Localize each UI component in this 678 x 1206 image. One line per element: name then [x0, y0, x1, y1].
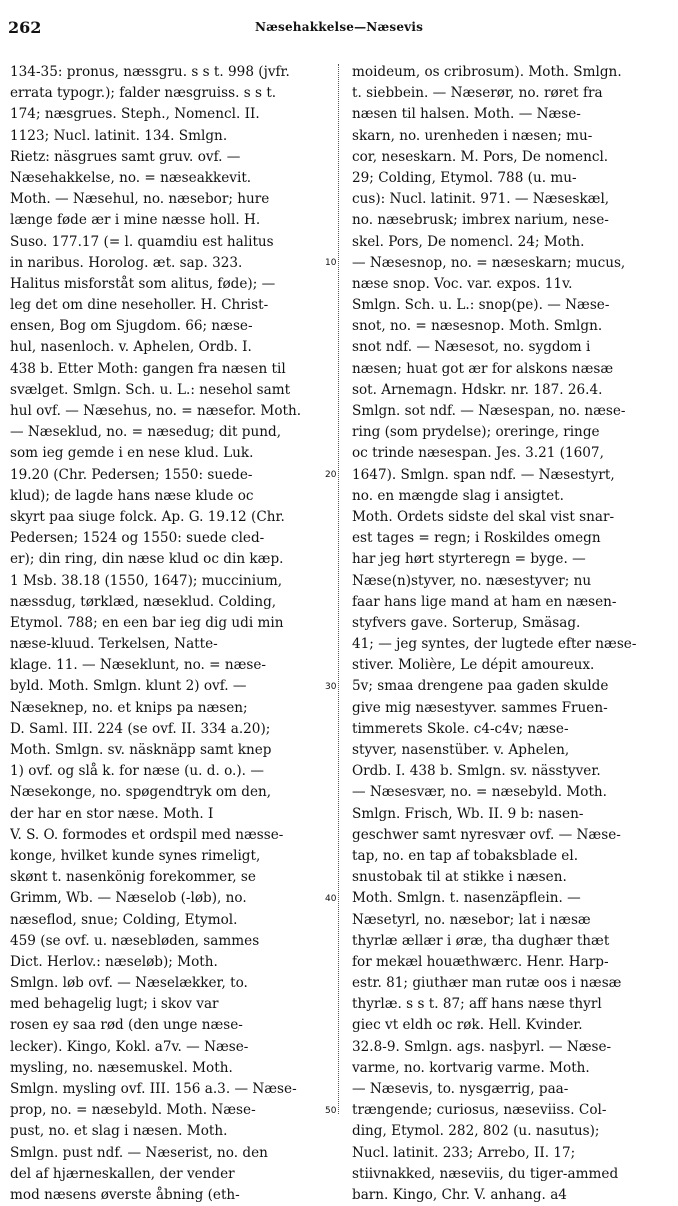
text-line: Nucl. latinit. 233; Arrebo, II. 17;: [352, 1144, 576, 1161]
text-line: Rietz: näsgrues samt gruv. ovf. —: [10, 148, 241, 165]
text-line: estr. 81; giuthær man rutæ oos i næsæ: [352, 975, 622, 992]
text-line: 32.8-9. Smlgn. ags. nasþyrl. — Næse-: [352, 1038, 612, 1055]
text-line: — Næsevis, to. nysgærrig, paa-: [352, 1081, 569, 1097]
text-line: snot ndf. — Næsesot, no. sygdom i: [352, 339, 591, 356]
text-line: V. S. O. formodes et ordspil med næsse-: [10, 826, 284, 843]
text-line: Smlgn. Frisch, Wb. II. 9 b: nasen-: [352, 805, 584, 822]
text-line: Smlgn. løb ovf. — Næselækker, to.: [10, 975, 248, 992]
text-line: Næsetyrl, no. næsebor; lat i næsæ: [352, 911, 591, 928]
text-line: længe føde ær i mine næsse holl. H.: [10, 212, 261, 229]
text-line: Grimm, Wb. — Næselob (-løb), no.: [10, 890, 247, 907]
text-line: Smlgn. pust ndf. — Næserist, no. den: [10, 1144, 268, 1161]
text-line: Suso. 177.17 (= l. quamdiu est halitus: [10, 233, 274, 250]
text-line: lecker). Kingo, Kokl. a7v. — Næse-: [10, 1038, 249, 1055]
text-line: for mekæl houæthwærc. Henr. Harp-: [352, 953, 609, 970]
text-line: — Næseklud, no. = næsedug; dit pund,: [10, 424, 282, 441]
text-line: skønt t. nasenkönig forekommer, se: [10, 869, 256, 886]
text-line: Dict. Herlov.: næseløb); Moth.: [10, 953, 218, 970]
text-line: leg det om dine neseholler. H. Christ-: [10, 297, 269, 314]
text-line: Smlgn. sot ndf. — Næsespan, no. næse-: [352, 403, 626, 419]
text-line: t. siebbein. — Næserør, no. røret fra: [352, 85, 603, 102]
text-line: næsen til halsen. Moth. — Næse-: [352, 106, 581, 123]
text-line: byld. Moth. Smlgn. klunt 2) ovf. —: [10, 678, 247, 695]
text-line: geschwer samt nyresvær ovf. — Næse-: [352, 826, 621, 843]
text-line: Næseknep, no. et knips pa næsen;: [10, 699, 248, 716]
text-line: Moth. — Næsehul, no. næsebor; hure: [10, 191, 270, 208]
text-line: giec vt eldh oc røk. Hell. Kvinder.: [352, 1017, 583, 1034]
text-line: Smlgn. mysling ovf. III. 156 a.3. — Næse-: [10, 1081, 297, 1097]
text-line: stiver. Molière, Le dépit amoureux.: [352, 657, 595, 674]
text-line: styver, nasenstüber. v. Aphelen,: [352, 742, 570, 758]
text-line: del af hjærneskallen, der vender: [10, 1165, 235, 1182]
page-header: [0, 18, 678, 40]
text-line: in naribus. Horolog. æt. sap. 323.: [10, 254, 243, 271]
text-line: 1123; Nucl. latinit. 134. Smlgn.: [10, 127, 228, 144]
line-number: 50: [325, 1105, 337, 1116]
text-line: ring (som prydelse); oreringe, ringe: [352, 424, 600, 441]
text-line: Moth. Ordets sidste del skal vist snar-: [352, 508, 615, 525]
text-line: stiivnakked, næseviis, du tiger-ammed: [352, 1165, 619, 1182]
text-line: 41; — jeg syntes, der lugtede efter næse-: [352, 636, 637, 653]
text-line: 174; næsgrues. Steph., Nomencl. II.: [10, 106, 260, 123]
left-column: [10, 62, 326, 1206]
text-line: rosen ey saa rød (den unge næse-: [10, 1017, 243, 1034]
text-line: mod næsens øverste åbning (eth-: [10, 1186, 240, 1203]
text-line: — Næsesvær, no. = næsebyld. Moth.: [352, 784, 608, 801]
column-divider: [338, 64, 339, 1114]
text-line: oc trinde næsespan. Jes. 3.21 (1607,: [352, 445, 604, 462]
text-line: cus): Nucl. latinit. 971. — Næseskæl,: [352, 191, 610, 208]
text-line: har jeg hørt styrteregn = byge. —: [352, 551, 586, 568]
text-line: cor, neseskarn. M. Pors, De nomencl.: [352, 148, 609, 165]
text-line: Pedersen; 1524 og 1550: suede cled-: [10, 530, 265, 547]
text-line: 5v; smaa drengene paa gaden skulde: [352, 678, 609, 695]
text-line: prop, no. = næsebyld. Moth. Næse-: [10, 1102, 256, 1119]
text-line: — Næsesnop, no. = næseskarn; mucus,: [352, 254, 626, 271]
text-line: snot, no. = næsesnop. Moth. Smlgn.: [352, 318, 603, 335]
text-line: svælget. Smlgn. Sch. u. L.: nesehol samt: [10, 381, 291, 398]
text-line: 134-35: pronus, næssgru. s s t. 998 (jvfr.: [10, 64, 290, 80]
text-line: thyrlæ. s s t. 87; aff hans næse thyrl: [352, 996, 602, 1013]
text-line: klud); de lagde hans næse klude oc: [10, 487, 254, 504]
text-line: Ordb. I. 438 b. Smlgn. sv. nässtyver.: [352, 763, 601, 780]
text-line: er); din ring, din næse klud oc din kæp.: [10, 551, 284, 568]
text-line: næse-kluud. Terkelsen, Natte-: [10, 636, 218, 653]
text-line: Næse(n)styver, no. næsestyver; nu: [352, 572, 592, 589]
text-line: pust, no. et slag i næsen. Moth.: [10, 1123, 228, 1140]
text-line: 1647). Smlgn. span ndf. — Næsestyrt,: [352, 466, 615, 483]
text-line: skel. Pors, De nomencl. 24; Moth.: [352, 233, 585, 250]
text-line: næseflod, snue; Colding, Etymol.: [10, 911, 238, 928]
text-line: Næsehakkelse, no. = næseakkevit.: [10, 169, 252, 186]
text-line: klage. 11. — Næseklunt, no. = næse-: [10, 657, 267, 674]
text-line: der har en stor næse. Moth. I: [10, 805, 214, 822]
text-line: Moth. Smlgn. t. nasenzäpflein. —: [352, 890, 581, 907]
line-number: 20: [325, 469, 337, 480]
text-line: 29; Colding, Etymol. 788 (u. mu-: [352, 169, 577, 186]
text-line: faar hans lige mand at ham en næsen-: [352, 593, 617, 610]
text-line: hul ovf. — Næsehus, no. = næsefor. Moth.: [10, 403, 302, 419]
text-line: Næsekonge, no. spøgendtryk om den,: [10, 784, 272, 801]
text-line: næssdug, tørklæd, næseklud. Colding,: [10, 593, 277, 610]
text-line: errata typogr.); falder næsgruiss. s s t.: [10, 85, 277, 102]
text-line: Etymol. 788; en een bar ieg dig udi min: [10, 614, 284, 631]
line-number: 10: [325, 257, 337, 268]
text-line: timmerets Skole. c4-c4v; næse-: [352, 720, 569, 737]
line-number: 30: [325, 681, 337, 692]
text-line: give mig næsestyver. sammes Fruen-: [352, 699, 608, 716]
text-line: næse snop. Voc. var. expos. 11v.: [352, 275, 573, 292]
text-line: 459 (se ovf. u. næsebløden, sammes: [10, 932, 260, 949]
running-title: Næsehakkelse—Næsevis: [254, 20, 424, 34]
text-line: styfvers gave. Sorterup, Smäsag.: [352, 614, 581, 631]
text-line: snustobak til at stikke i næsen.: [352, 869, 567, 886]
text-line: sot. Arnemagn. Hdskr. nr. 187. 26.4.: [352, 381, 603, 398]
text-line: Moth. Smlgn. sv. näsknäpp samt knep: [10, 742, 272, 758]
text-line: mysling, no. næsemuskel. Moth.: [10, 1059, 233, 1076]
text-line: konge, hvilket kunde synes rimeligt,: [10, 847, 261, 864]
text-line: trængende; curiosus, næseviiss. Col-: [352, 1102, 607, 1119]
text-line: ensen, Bog om Sjugdom. 66; næse-: [10, 318, 253, 335]
text-line: D. Saml. III. 224 (se ovf. II. 334 a.20);: [10, 720, 271, 737]
text-line: næsen; huat got ær for alskons næsæ: [352, 360, 614, 377]
text-line: ding, Etymol. 282, 802 (u. nasutus);: [352, 1123, 600, 1140]
text-line: som ieg gemde i en nese klud. Luk.: [10, 445, 254, 462]
text-line: med behagelig lugt; i skov var: [10, 996, 219, 1013]
line-number: 40: [325, 893, 337, 904]
text-line: Smlgn. Sch. u. L.: snop(pe). — Næse-: [352, 297, 610, 314]
text-line: 19.20 (Chr. Pedersen; 1550: suede-: [10, 466, 253, 483]
right-column: [352, 62, 668, 1206]
text-line: 438 b. Etter Moth: gangen fra næsen til: [10, 360, 286, 377]
text-line: skyrt paa siuge folck. Ap. G. 19.12 (Chr.: [10, 508, 285, 525]
text-line: barn. Kingo, Chr. V. anhang. a4: [352, 1186, 567, 1203]
text-line: skarn, no. urenheden i næsen; mu-: [352, 127, 593, 144]
text-line: est tages = regn; i Roskildes omegn: [352, 530, 601, 547]
text-line: varme, no. kortvarig varme. Moth.: [352, 1059, 590, 1076]
text-line: no. næsebrusk; imbrex narium, nese-: [352, 212, 609, 229]
text-line: 1 Msb. 38.18 (1550, 1647); muccinium,: [10, 572, 283, 589]
text-line: Halitus misforståt som alitus, føde); —: [10, 275, 276, 292]
text-line: no. en mængde slag i ansigtet.: [352, 487, 564, 504]
text-line: thyrlæ ællær i øræ, tha dughær thæt: [352, 932, 610, 949]
text-line: hul, nasenloch. v. Aphelen, Ordb. I.: [10, 339, 252, 356]
text-line: 1) ovf. og slå k. for næse (u. d. o.). —: [10, 763, 264, 780]
text-line: moideum, os cribrosum). Moth. Smlgn.: [352, 64, 622, 80]
text-line: tap, no. en tap af tobaksblade el.: [352, 847, 579, 864]
page-number: 262: [8, 18, 42, 37]
